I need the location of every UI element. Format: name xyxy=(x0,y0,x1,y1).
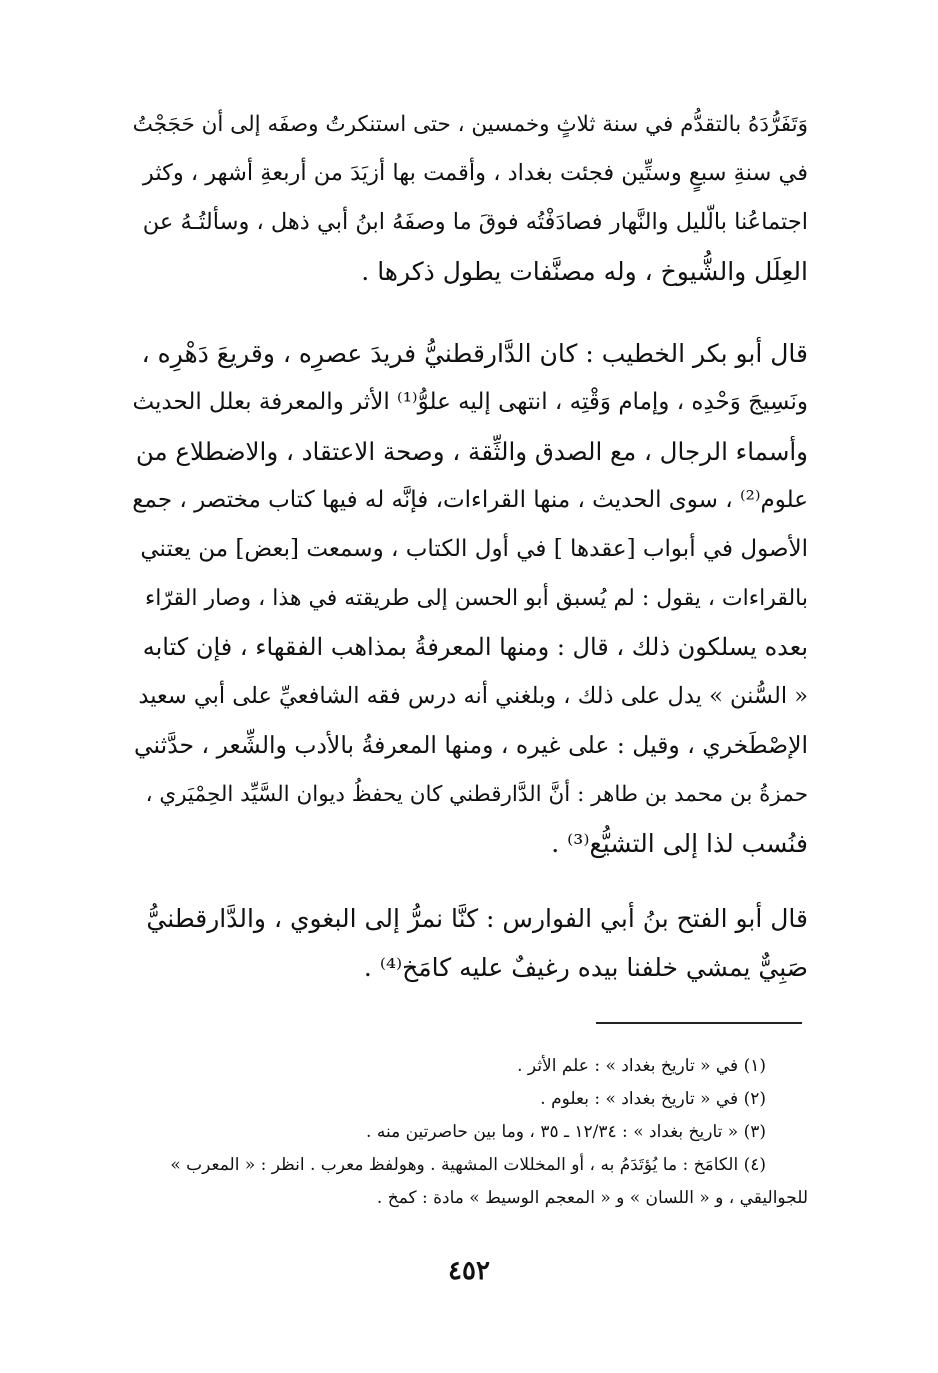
footnote-2: (٢) في « تاريخ بغداد » : بعلوم . xyxy=(540,1089,766,1109)
text-line: اجتماعُنا بالّليل والنَّهار فصادَفْتُه فوقَ ما وصفَهُ ابنُ أبي ذهل ، وسألتُـهُ عن xyxy=(142,209,808,235)
text-line: ونَسِيجَ وَحْدِه ، وإمام وَقْتِه ، انتهى إليه علوُّ⁽¹⁾ الأثر والمعرفة بعلل الحديث xyxy=(132,389,808,415)
text-line: بعده يسلكون ذلك ، قال : ومنها المعرفةُ بمذاهب الفقهاء ، فإن كتابه xyxy=(142,633,808,661)
paragraph-1 xyxy=(132,100,808,296)
text-line: حمزةُ بن محمد بن طاهر : أنَّ الدَّارقطني كان يحفظُ ديوان السَّيِّد الحِمْيَري ، xyxy=(145,782,808,807)
paragraph-2 xyxy=(132,329,808,868)
footnote-separator xyxy=(596,1022,802,1024)
text-line: « السُّنن » يدل على ذلك ، وبلغني أنه درس فقه الشافعيِّ على أبي سعيد xyxy=(138,683,808,709)
page-number: ٤٥٢ xyxy=(448,1256,490,1286)
text-line: الإصْطَخري ، وقيل : على غيره ، ومنها المعرفةُ بالأدب والشِّعر ، حدَّثني xyxy=(133,731,808,759)
text-line: الأصول في أبواب [عقدها ] في أول الكتاب ، وسمعت [بعض] من يعتني xyxy=(140,536,808,562)
text-line: بالقراءات ، يقول : لم يُسبق أبو الحسن إلى طريقته في هذا ، وصار القرّاء xyxy=(144,586,808,611)
text-line: وأسماء الرجال ، مع الصدق والثِّقة ، وصحة الاعتقاد ، والاضطلاع من xyxy=(135,437,808,466)
text-line: العِلَل والشُّيوخ ، وله مصنَّفات يطول ذكرها . xyxy=(361,257,808,286)
text-line: قال أبو الفتح بنُ أبي الفوارس : كنَّا نمرُّ إلى البغوي ، والدَّارقطنيُّ xyxy=(146,904,808,933)
footnote-3: (٣) « تاريخ بغداد » : ١٢/٣٤ ـ ٣٥ ، وما بين حاصرتين منه . xyxy=(366,1122,766,1142)
paragraph-3 xyxy=(132,894,808,992)
text-line: قال أبو بكر الخطيب : كان الدَّارقطنيُّ فريدَ عصرِه ، وقريعَ دَهْرِه ، xyxy=(141,339,808,368)
text-line: في سنةِ سبعٍ وستِّين فجئت بغداد ، وأقمت بها أزيَدَ من أربعةِ أشهر ، وكثر xyxy=(142,160,808,186)
footnote-1: (١) في « تاريخ بغداد » : علم الأثر . xyxy=(517,1056,766,1076)
footnote-4: (٤) الكامَخ : ما يُؤتَدَمُ به ، أو المخللات المشهية . وهولفظ معرب . انظر : « المعرب » xyxy=(170,1155,766,1175)
footnotes xyxy=(132,1050,808,1215)
footnote-4-continuation: للجواليقي ، و « اللسان » و « المعجم الوسيط » مادة : كمخ . xyxy=(376,1188,808,1208)
text-line: فنُسب لذا إلى التشيُّع⁽³⁾ . xyxy=(551,829,808,858)
text-line: وَتَفَرُّدَهُ بالتقدُّم في سنة ثلاثٍ وخمسين ، حتى استنكرتُ وصفَه إلى أن حَجَجْتُ xyxy=(132,112,808,137)
text-line: علوم⁽²⁾ ، سوى الحديث ، منها القراءات، فإنَّه له فيها كتاب مختصر ، جمع xyxy=(132,487,808,513)
text-line: صَبِيٌّ يمشي خلفنا بيده رغيفٌ عليه كامَخ⁽⁴⁾ . xyxy=(363,953,808,982)
